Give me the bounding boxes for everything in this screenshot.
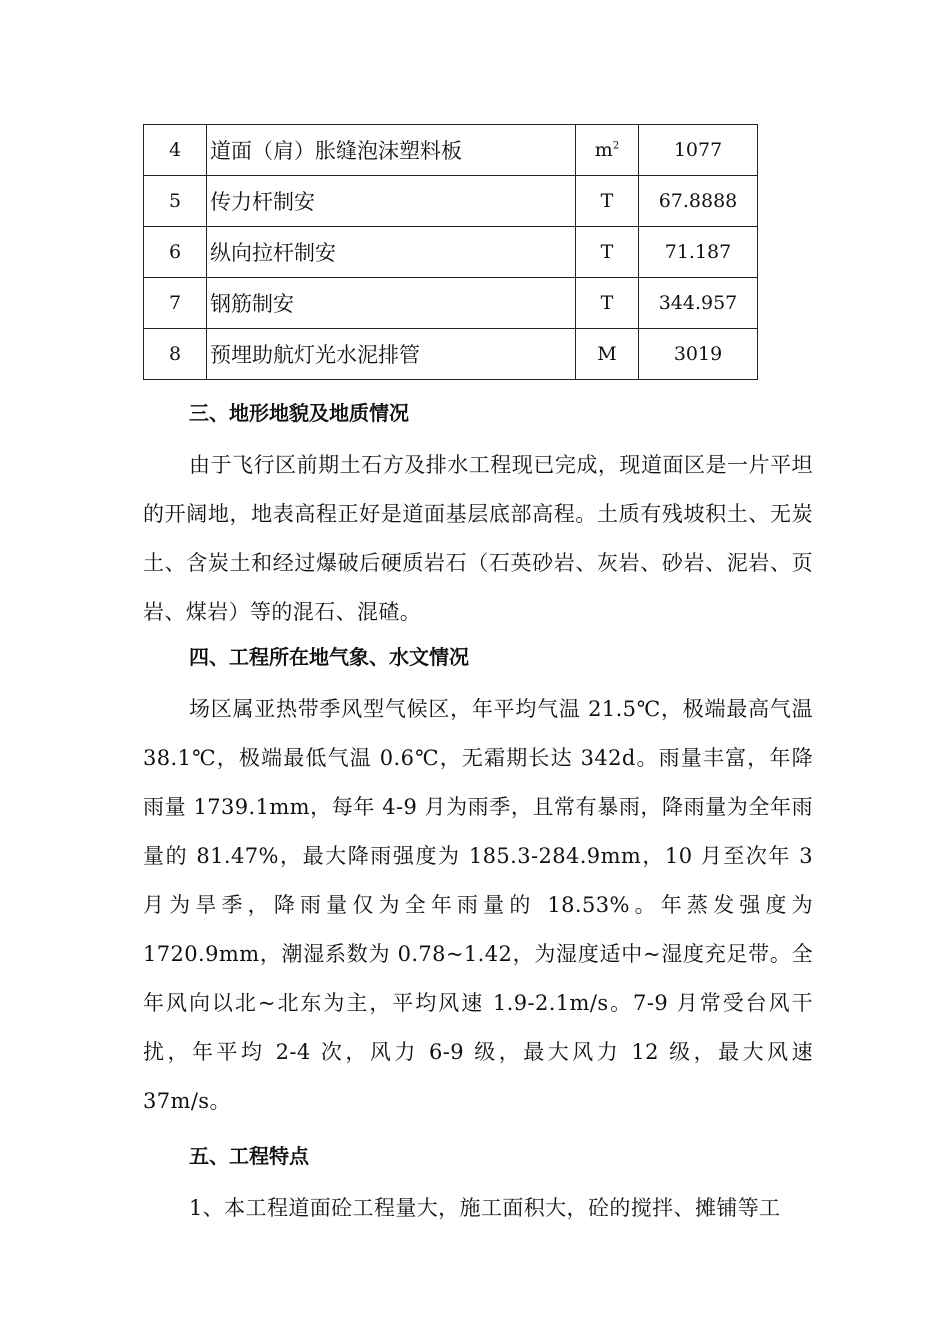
- cell-unit-text: M: [597, 343, 617, 365]
- cell-unit: [576, 278, 639, 329]
- cell-item-name: [207, 125, 576, 176]
- cell-quantity: [639, 125, 758, 176]
- cell-quantity-text: 3019: [673, 343, 723, 365]
- cell-quantity-text: 71.187: [664, 241, 732, 263]
- table-row: [144, 125, 758, 176]
- cell-quantity: [639, 227, 758, 278]
- cell-unit-text: T: [600, 292, 614, 314]
- cell-number: [144, 329, 207, 380]
- cell-quantity: [639, 278, 758, 329]
- cell-item-name-text: 纵向拉杆制安: [210, 241, 336, 265]
- table-row: [144, 329, 758, 380]
- cell-number: [144, 176, 207, 227]
- cell-number-text: 8: [168, 343, 182, 365]
- quantity-table-body: [144, 125, 758, 380]
- cell-unit-text: T: [600, 241, 614, 263]
- cell-unit: [576, 125, 639, 176]
- cell-item-name: [207, 329, 576, 380]
- table-row: [144, 227, 758, 278]
- document-body: [143, 393, 813, 1233]
- spacer: [143, 1126, 813, 1136]
- quantity-table: [143, 124, 758, 380]
- cell-number: [144, 278, 207, 329]
- cell-unit-text: m: [594, 139, 613, 161]
- section-3-paragraph: 由于飞行区前期土石方及排水工程现已完成，现道面区是一片平坦的开阔地，地表高程正好是道面基层底部高程。土质有残坡积土、无炭土、含炭土和经过爆破后硬质岩石（石英砂岩、灰岩、砂岩、泥岩、页岩、煤岩）等的混石、混碴。: [143, 453, 813, 624]
- cell-item-name-text: 钢筋制安: [210, 292, 294, 316]
- cell-unit-text: T: [600, 190, 614, 212]
- cell-number-text: 7: [168, 292, 182, 314]
- cell-number: [144, 125, 207, 176]
- cell-quantity-text: 67.8888: [658, 190, 738, 212]
- cell-unit: [576, 176, 639, 227]
- cell-item-name: [207, 278, 576, 329]
- cell-unit: [576, 227, 639, 278]
- section-3-heading: 三、地形地貌及地质情况: [189, 401, 409, 425]
- cell-number: [144, 227, 207, 278]
- unit-superscript: 2: [612, 140, 620, 152]
- table-row: [144, 278, 758, 329]
- cell-number-text: 4: [168, 139, 182, 161]
- section-4-paragraph: 场区属亚热带季风型气候区，年平均气温 21.5℃，极端最高气温 38.1℃，极端最低气温 0.6℃，无霜期长达 342d。雨量丰富，年降雨量 1739.1mm，每年 4-9 月为雨季，且常有暴雨，降雨量为全年雨量的 81.47%，最大降雨强度为 185.3-284.9mm，10 月至次年 3 月为旱季，降雨量仅为全年雨量的 18.53%。年蒸发强度为 1720.9mm，潮湿系数为 0.78~1.42，为湿度适中~湿度充足带。全年风向以北~北东为主，平均风速 1.9-2.1m/s。7-9 月常受台风干扰，年平均 2-4 次，风力 6-9 级，最大风力 12 级，最大风速 37m/s。: [143, 697, 813, 1113]
- cell-quantity: [639, 329, 758, 380]
- cell-quantity: [639, 176, 758, 227]
- cell-item-name-text: 传力杆制安: [210, 190, 315, 214]
- cell-item-name-text: 道面（肩）胀缝泡沫塑料板: [210, 139, 462, 163]
- section-5-paragraph: 1、本工程道面砼工程量大，施工面积大，砼的搅拌、摊铺等工: [189, 1196, 781, 1220]
- cell-unit: [576, 329, 639, 380]
- cell-quantity-text: 1077: [673, 139, 723, 161]
- cell-item-name: [207, 176, 576, 227]
- section-4-heading: 四、工程所在地气象、水文情况: [189, 645, 469, 669]
- table-row: [144, 176, 758, 227]
- cell-item-name-text: 预埋助航灯光水泥排管: [210, 343, 420, 367]
- section-5-heading: 五、工程特点: [189, 1144, 309, 1168]
- cell-item-name: [207, 227, 576, 278]
- cell-quantity-text: 344.957: [658, 292, 738, 314]
- cell-number-text: 5: [168, 190, 182, 212]
- cell-number-text: 6: [168, 241, 182, 263]
